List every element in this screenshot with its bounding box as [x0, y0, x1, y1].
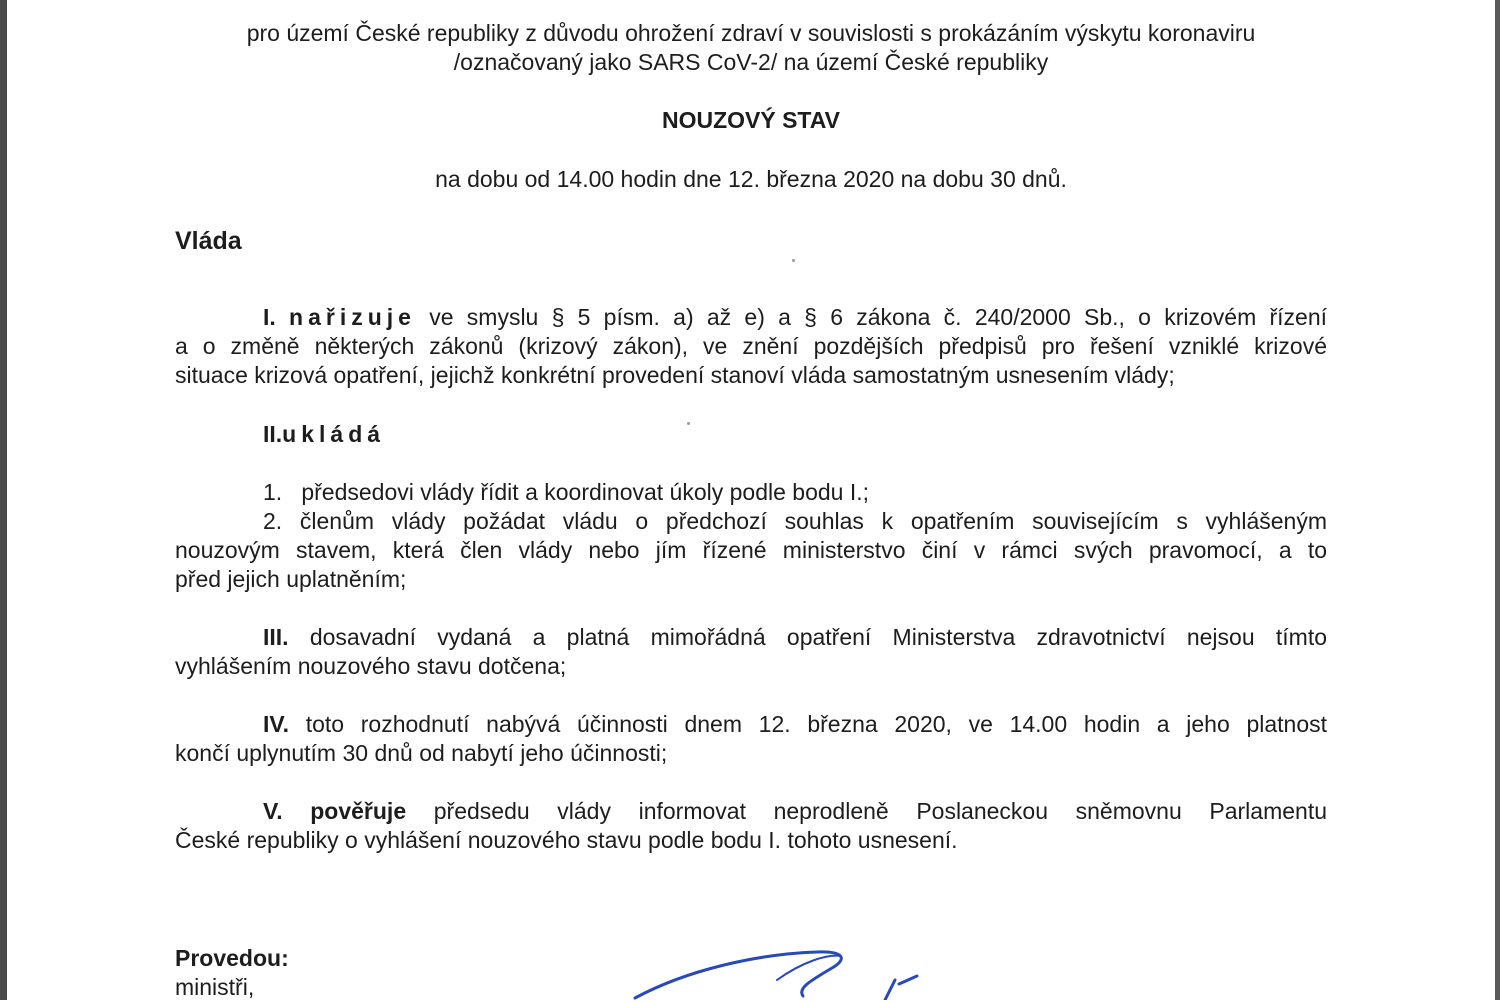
section-3-text-1: dosavadní vydaná a platná mimořádná opatření Ministerstva zdravotnictví nejsou tímto [309, 624, 1328, 650]
section-1-verb: nařizuje [289, 304, 416, 330]
section-4 [175, 710, 1327, 768]
signature-image [627, 940, 957, 1000]
header-line-1: pro území České republiky z důvodu ohrožení zdraví v souvislosti s prokázáním výskytu koronaviru [246, 20, 1256, 46]
subject-label: Vláda [175, 227, 242, 255]
section-5 [175, 797, 1327, 855]
viewer-frame-right [1495, 0, 1500, 1000]
section-1-line-2: a o změně některých zákonů (krizový zákon), ve znění pozdějších předpisů pro řešení vzniklé krizové [175, 333, 1327, 359]
section-5-marker: V. [263, 798, 283, 824]
section-5-line-1 [175, 797, 1327, 826]
section-2-marker: II. [263, 421, 283, 447]
section-1-line-3: situace krizová opatření, jejichž konkrétní provedení stanoví vláda samostatným usnesením vlády; [175, 362, 1175, 388]
section-4-line-2: končí uplynutím 30 dnů od nabytí jeho účinnosti; [175, 740, 668, 766]
section-2-items [175, 478, 1327, 594]
section-4-text-1: toto rozhodnutí nabývá účinnosti dnem 12. března 2020, ve 14.00 hodin a jeho platnost [305, 711, 1328, 737]
section-5-verb: pověřuje [310, 798, 407, 824]
subject-heading [175, 227, 1327, 256]
section-4-line-1 [175, 710, 1327, 739]
validity-period: na dobu od 14.00 hodin dne 12. března 2020 na dobu 30 dnů. [435, 166, 1067, 192]
header-line-2: /označovaný jako SARS CoV-2/ na území České republiky [453, 49, 1049, 75]
scan-speck [792, 259, 795, 262]
section-2-heading [175, 420, 1327, 449]
section-3-line-1 [175, 623, 1327, 652]
section-2-item-2-line-2: nouzovým stavem, která člen vlády nebo jím řízené ministerstvo činí v rámci svých pravomocí, a to [175, 537, 1327, 563]
section-2-verb: ukládá [282, 421, 386, 447]
footer-line: ministři, [175, 974, 255, 1000]
section-3 [175, 623, 1327, 681]
section-2-item-2-line-3: před jejich uplatněním; [175, 566, 407, 592]
viewer-frame-left [0, 0, 7, 1000]
section-1 [175, 303, 1327, 390]
section-3-line-2: vyhlášením nouzového stavu dotčena; [175, 653, 567, 679]
document-title: NOUZOVÝ STAV [661, 107, 841, 133]
section-2 [175, 420, 1327, 449]
section-5-text-1: předsedu vlády informovat neprodleně Poslaneckou sněmovnu Parlamentu [433, 798, 1327, 824]
section-1-text-1: ve smyslu § 5 písm. a) až e) a § 6 zákona č. 240/2000 Sb., o krizovém řízení [429, 304, 1328, 330]
section-2-item-2-line-1: 2. členům vlády požádat vládu o předchozí souhlas k opatřením souvisejícím s vyhlášeným [263, 508, 1327, 534]
section-3-marker: III. [263, 624, 289, 650]
document-page [7, 0, 1495, 1000]
section-5-line-2: České republiky o vyhlášení nouzového stavu podle bodu I. tohoto usnesení. [175, 827, 958, 853]
footer-label: Provedou: [175, 945, 289, 971]
section-2-item-1: 1. předsedovi vlády řídit a koordinovat úkoly podle bodu I.; [263, 479, 870, 505]
section-1-line-1 [175, 303, 1327, 332]
section-4-marker: IV. [263, 711, 290, 737]
scan-speck [687, 422, 690, 425]
section-1-marker: I. [263, 304, 276, 330]
